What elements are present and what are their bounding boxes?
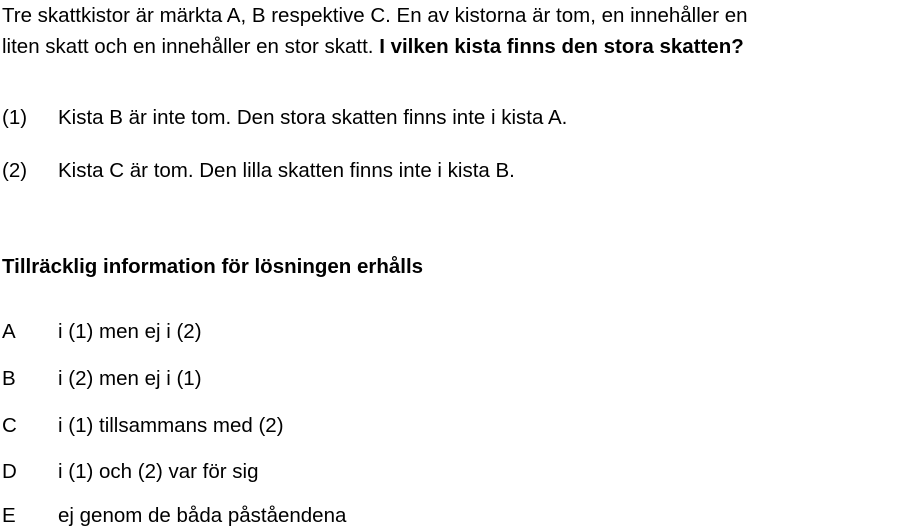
option-e[interactable] (2, 501, 882, 531)
statement-1-number: (1) (2, 106, 28, 129)
statement-1-text: Kista B är inte tom. Den stora skatten finns inte i kista A. (58, 106, 568, 129)
option-c-letter: C (2, 414, 17, 437)
options-heading: Tillräcklig information för lösningen erhålls (2, 255, 424, 278)
option-a[interactable] (2, 317, 882, 347)
option-d-text: i (1) och (2) var för sig (58, 460, 259, 483)
option-b-letter: B (2, 367, 16, 390)
question-intro (2, 0, 900, 62)
intro-line-2-text: liten skatt och en innehåller en stor skatt. (2, 35, 374, 58)
option-b-text: i (2) men ej i (1) (58, 367, 202, 390)
option-e-text: ej genom de båda påståendena (58, 504, 347, 527)
option-d-letter: D (2, 460, 17, 483)
option-c[interactable] (2, 411, 882, 441)
statement-2-text: Kista C är tom. Den lilla skatten finns inte i kista B. (58, 159, 515, 182)
option-b[interactable] (2, 364, 882, 394)
question-prompt: I vilken kista finns den stora skatten? (379, 35, 744, 58)
option-c-text: i (1) tillsammans med (2) (58, 414, 284, 437)
option-e-letter: E (2, 504, 16, 527)
option-d[interactable] (2, 457, 882, 487)
option-a-letter: A (2, 320, 16, 343)
intro-line-1: Tre skattkistor är märkta A, B respektive C. En av kistorna är tom, en innehåller en (2, 4, 748, 27)
intro-line-2 (2, 31, 900, 62)
statement-2-number: (2) (2, 159, 28, 182)
option-a-text: i (1) men ej i (2) (58, 320, 202, 343)
